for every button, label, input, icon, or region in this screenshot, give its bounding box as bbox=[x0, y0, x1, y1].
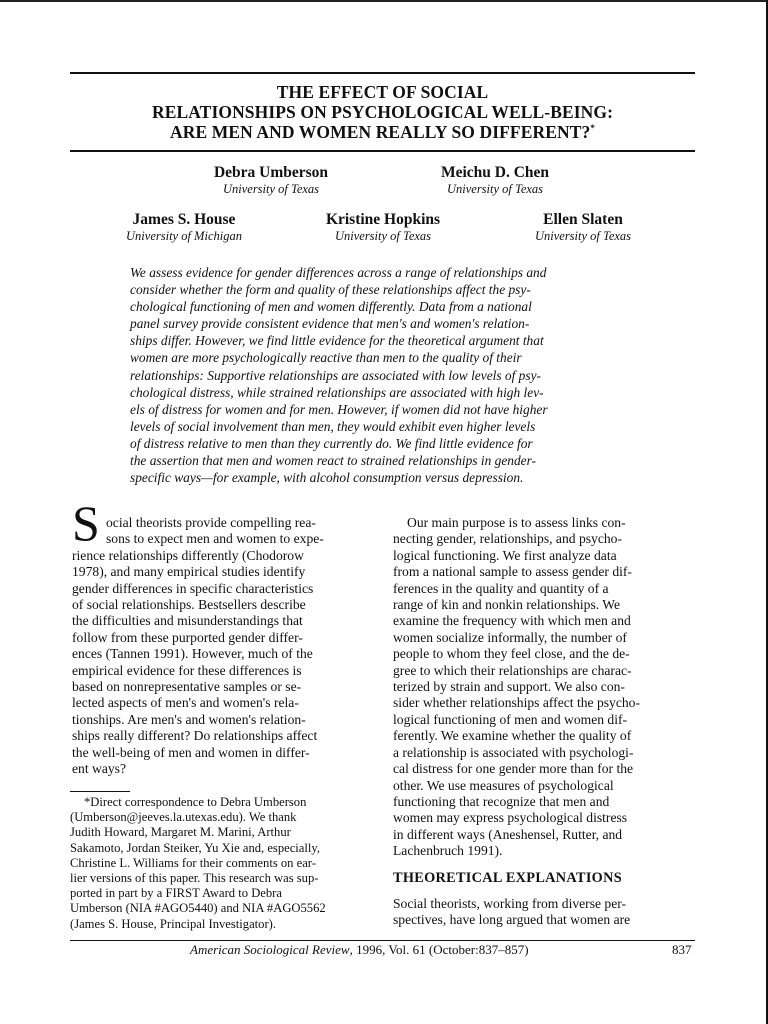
body-line: examine the frequency with which men and bbox=[393, 613, 631, 629]
body-line: lected aspects of men's and women's rela- bbox=[72, 695, 299, 711]
author-chen bbox=[420, 164, 570, 197]
abstract-line: specific ways—for example, with alcohol consumption versus depression. bbox=[130, 470, 524, 486]
author-umberson bbox=[196, 164, 346, 197]
body-line: sons to expect men and women to expe- bbox=[106, 531, 324, 547]
abstract-line: chological functioning of men and women differently. Data from a national bbox=[130, 299, 532, 315]
body-line: other. We use measures of psychological bbox=[393, 777, 614, 793]
abstract-line: chological distress, while strained relationships are associated with high lev- bbox=[130, 384, 544, 400]
body-line: in different ways (Aneshensel, Rutter, and bbox=[393, 826, 623, 842]
body-line: the difficulties and misunderstandings that bbox=[72, 613, 303, 629]
author-slaten bbox=[515, 211, 651, 244]
author-hopkins bbox=[308, 211, 458, 244]
right-column-continued bbox=[393, 896, 696, 929]
footnote-line: Umberson (NIA #AGO5440) and NIA #AGO5562 bbox=[70, 901, 326, 916]
footnote bbox=[70, 795, 375, 932]
body-line: Social theorists, working from diverse per- bbox=[393, 896, 627, 911]
journal-name: American Sociological Review bbox=[190, 942, 350, 957]
abstract-line: women are more psychologically reactive than men to the quality of their bbox=[130, 350, 522, 366]
footnote-line: Judith Howard, Margaret M. Marini, Arthur bbox=[70, 825, 291, 840]
body-line: empirical evidence for these differences is bbox=[72, 662, 302, 678]
body-line: range of kin and nonkin relationships. We bbox=[393, 597, 621, 613]
title-footnote-marker: * bbox=[590, 123, 595, 134]
body-line: logical functioning of men and women dif- bbox=[393, 711, 628, 727]
body-line: of social relationships. Bestsellers describe bbox=[72, 597, 306, 613]
author-affiliation: University of Texas bbox=[334, 229, 432, 243]
title-line-2: RELATIONSHIPS ON PSYCHOLOGICAL WELL-BEING: bbox=[151, 102, 614, 122]
author-affiliation: University of Texas bbox=[534, 229, 632, 243]
abstract-line: We assess evidence for gender differences across a range of relationships and bbox=[130, 265, 547, 280]
author-name: Ellen Slaten bbox=[543, 211, 623, 228]
body-line: women may express psychological distress bbox=[393, 810, 628, 826]
footnote-line: lier versions of this paper. This research was sup- bbox=[70, 871, 319, 886]
author-name: James S. House bbox=[132, 211, 236, 228]
title-rule-bottom bbox=[70, 150, 695, 152]
body-line: follow from these purported gender differ- bbox=[72, 629, 303, 645]
article-title bbox=[70, 82, 695, 142]
title-line-3: ARE MEN AND WOMEN REALLY SO DIFFERENT?* bbox=[170, 122, 595, 142]
body-line: spectives, have long argued that women are bbox=[393, 912, 631, 928]
body-line: a relationship is associated with psychologi- bbox=[393, 744, 634, 760]
footnote-line: ported in part by a FIRST Award to Debra bbox=[70, 886, 282, 901]
body-line: tionships. Are men's and women's relation- bbox=[72, 711, 306, 727]
abstract-line: panel survey provide consistent evidence that men's and women's relation- bbox=[130, 316, 530, 332]
body-line: based on nonrepresentative samples or se- bbox=[72, 679, 302, 695]
body-line: ences (Tannen 1991). However, much of the bbox=[72, 646, 313, 662]
body-line: Our main purpose is to assess links con- bbox=[407, 515, 626, 530]
body-line: cal distress for one gender more than for the bbox=[393, 761, 634, 777]
author-house bbox=[108, 211, 260, 244]
body-line: Lachenbruch 1991). bbox=[393, 843, 503, 859]
body-line: from a national sample to assess gender dif- bbox=[393, 564, 632, 580]
section-heading: THEORETICAL EXPLANATIONS bbox=[393, 870, 622, 886]
abstract-line: relationships: Supportive relationships are associated with low levels of psy- bbox=[130, 367, 541, 383]
body-line: ferences in the quality and quantity of a bbox=[393, 580, 609, 596]
abstract-line: of distress relative to men than they currently do. We find little evidence for bbox=[130, 435, 533, 451]
footnote-line: Christine L. Williams for their comments on ear- bbox=[70, 855, 316, 870]
footer-rule bbox=[70, 940, 695, 941]
body-line: rience relationships differently (Chodorow bbox=[72, 547, 304, 563]
title-rule-top bbox=[70, 72, 695, 74]
journal-citation bbox=[190, 942, 529, 958]
body-line: ent ways? bbox=[72, 761, 126, 777]
abstract bbox=[130, 264, 638, 486]
body-line: ships really different? Do relationships affect bbox=[72, 728, 318, 744]
abstract-line: ships differ. However, we find little evidence for the theoretical argument that bbox=[130, 333, 544, 349]
author-name: Debra Umberson bbox=[213, 164, 329, 181]
footnote-line: (James S. House, Principal Investigator). bbox=[70, 916, 277, 931]
abstract-line: els of distress for women and for men. However, if women did not have higher bbox=[130, 401, 548, 417]
body-line: women socialize informally, the number of bbox=[393, 629, 627, 645]
body-line: the well-being of men and women in differ- bbox=[72, 744, 310, 760]
author-affiliation: University of Texas bbox=[446, 182, 544, 196]
abstract-line: the assertion that men and women react to strained relationships in gender- bbox=[130, 453, 537, 469]
body-line: 1978), and many empirical studies identify bbox=[72, 564, 306, 580]
abstract-line: levels of social involvement than men, they would exhibit even higher levels bbox=[130, 418, 536, 434]
author-affiliation: University of Texas bbox=[222, 182, 320, 196]
body-line: people to whom they feel close, and the de- bbox=[393, 646, 630, 662]
body-line: functioning that recognize that men and bbox=[393, 793, 610, 809]
body-line: terized by strain and support. We also con- bbox=[393, 679, 625, 695]
footnote-line: Sakamoto, Jordan Steiker, Yu Xie and, especially, bbox=[70, 840, 321, 855]
body-line: gender differences in specific characteristics bbox=[72, 580, 314, 596]
footnote-line: (Umberson@jeeves.la.utexas.edu). We thank bbox=[70, 810, 297, 825]
journal-details: , 1996, Vol. 61 (October:837–857) bbox=[349, 942, 529, 957]
body-line: ocial theorists provide compelling rea- bbox=[106, 515, 316, 530]
author-name: Meichu D. Chen bbox=[440, 164, 550, 181]
abstract-line: consider whether the form and quality of these relationships affect the psy- bbox=[130, 282, 531, 298]
body-line: necting gender, relationships, and psycho- bbox=[393, 531, 622, 547]
top-border bbox=[0, 0, 768, 2]
body-line: ferently. We examine whether the quality of bbox=[393, 728, 632, 744]
author-affiliation: University of Michigan bbox=[126, 229, 242, 243]
left-column-body bbox=[72, 515, 375, 778]
author-name: Kristine Hopkins bbox=[325, 211, 441, 228]
body-line: sider whether relationships affect the psycho- bbox=[393, 695, 640, 711]
page-number: 837 bbox=[672, 942, 692, 957]
footnote-line: *Direct correspondence to Debra Umberson bbox=[84, 795, 307, 809]
body-line: gree to which their relationships are charac- bbox=[393, 662, 632, 678]
body-line: logical functioning. We first analyze data bbox=[393, 547, 617, 563]
footnote-rule bbox=[70, 791, 130, 792]
right-column-body bbox=[393, 515, 696, 860]
title-line-1: THE EFFECT OF SOCIAL bbox=[276, 82, 489, 102]
drop-cap: S bbox=[72, 495, 100, 551]
